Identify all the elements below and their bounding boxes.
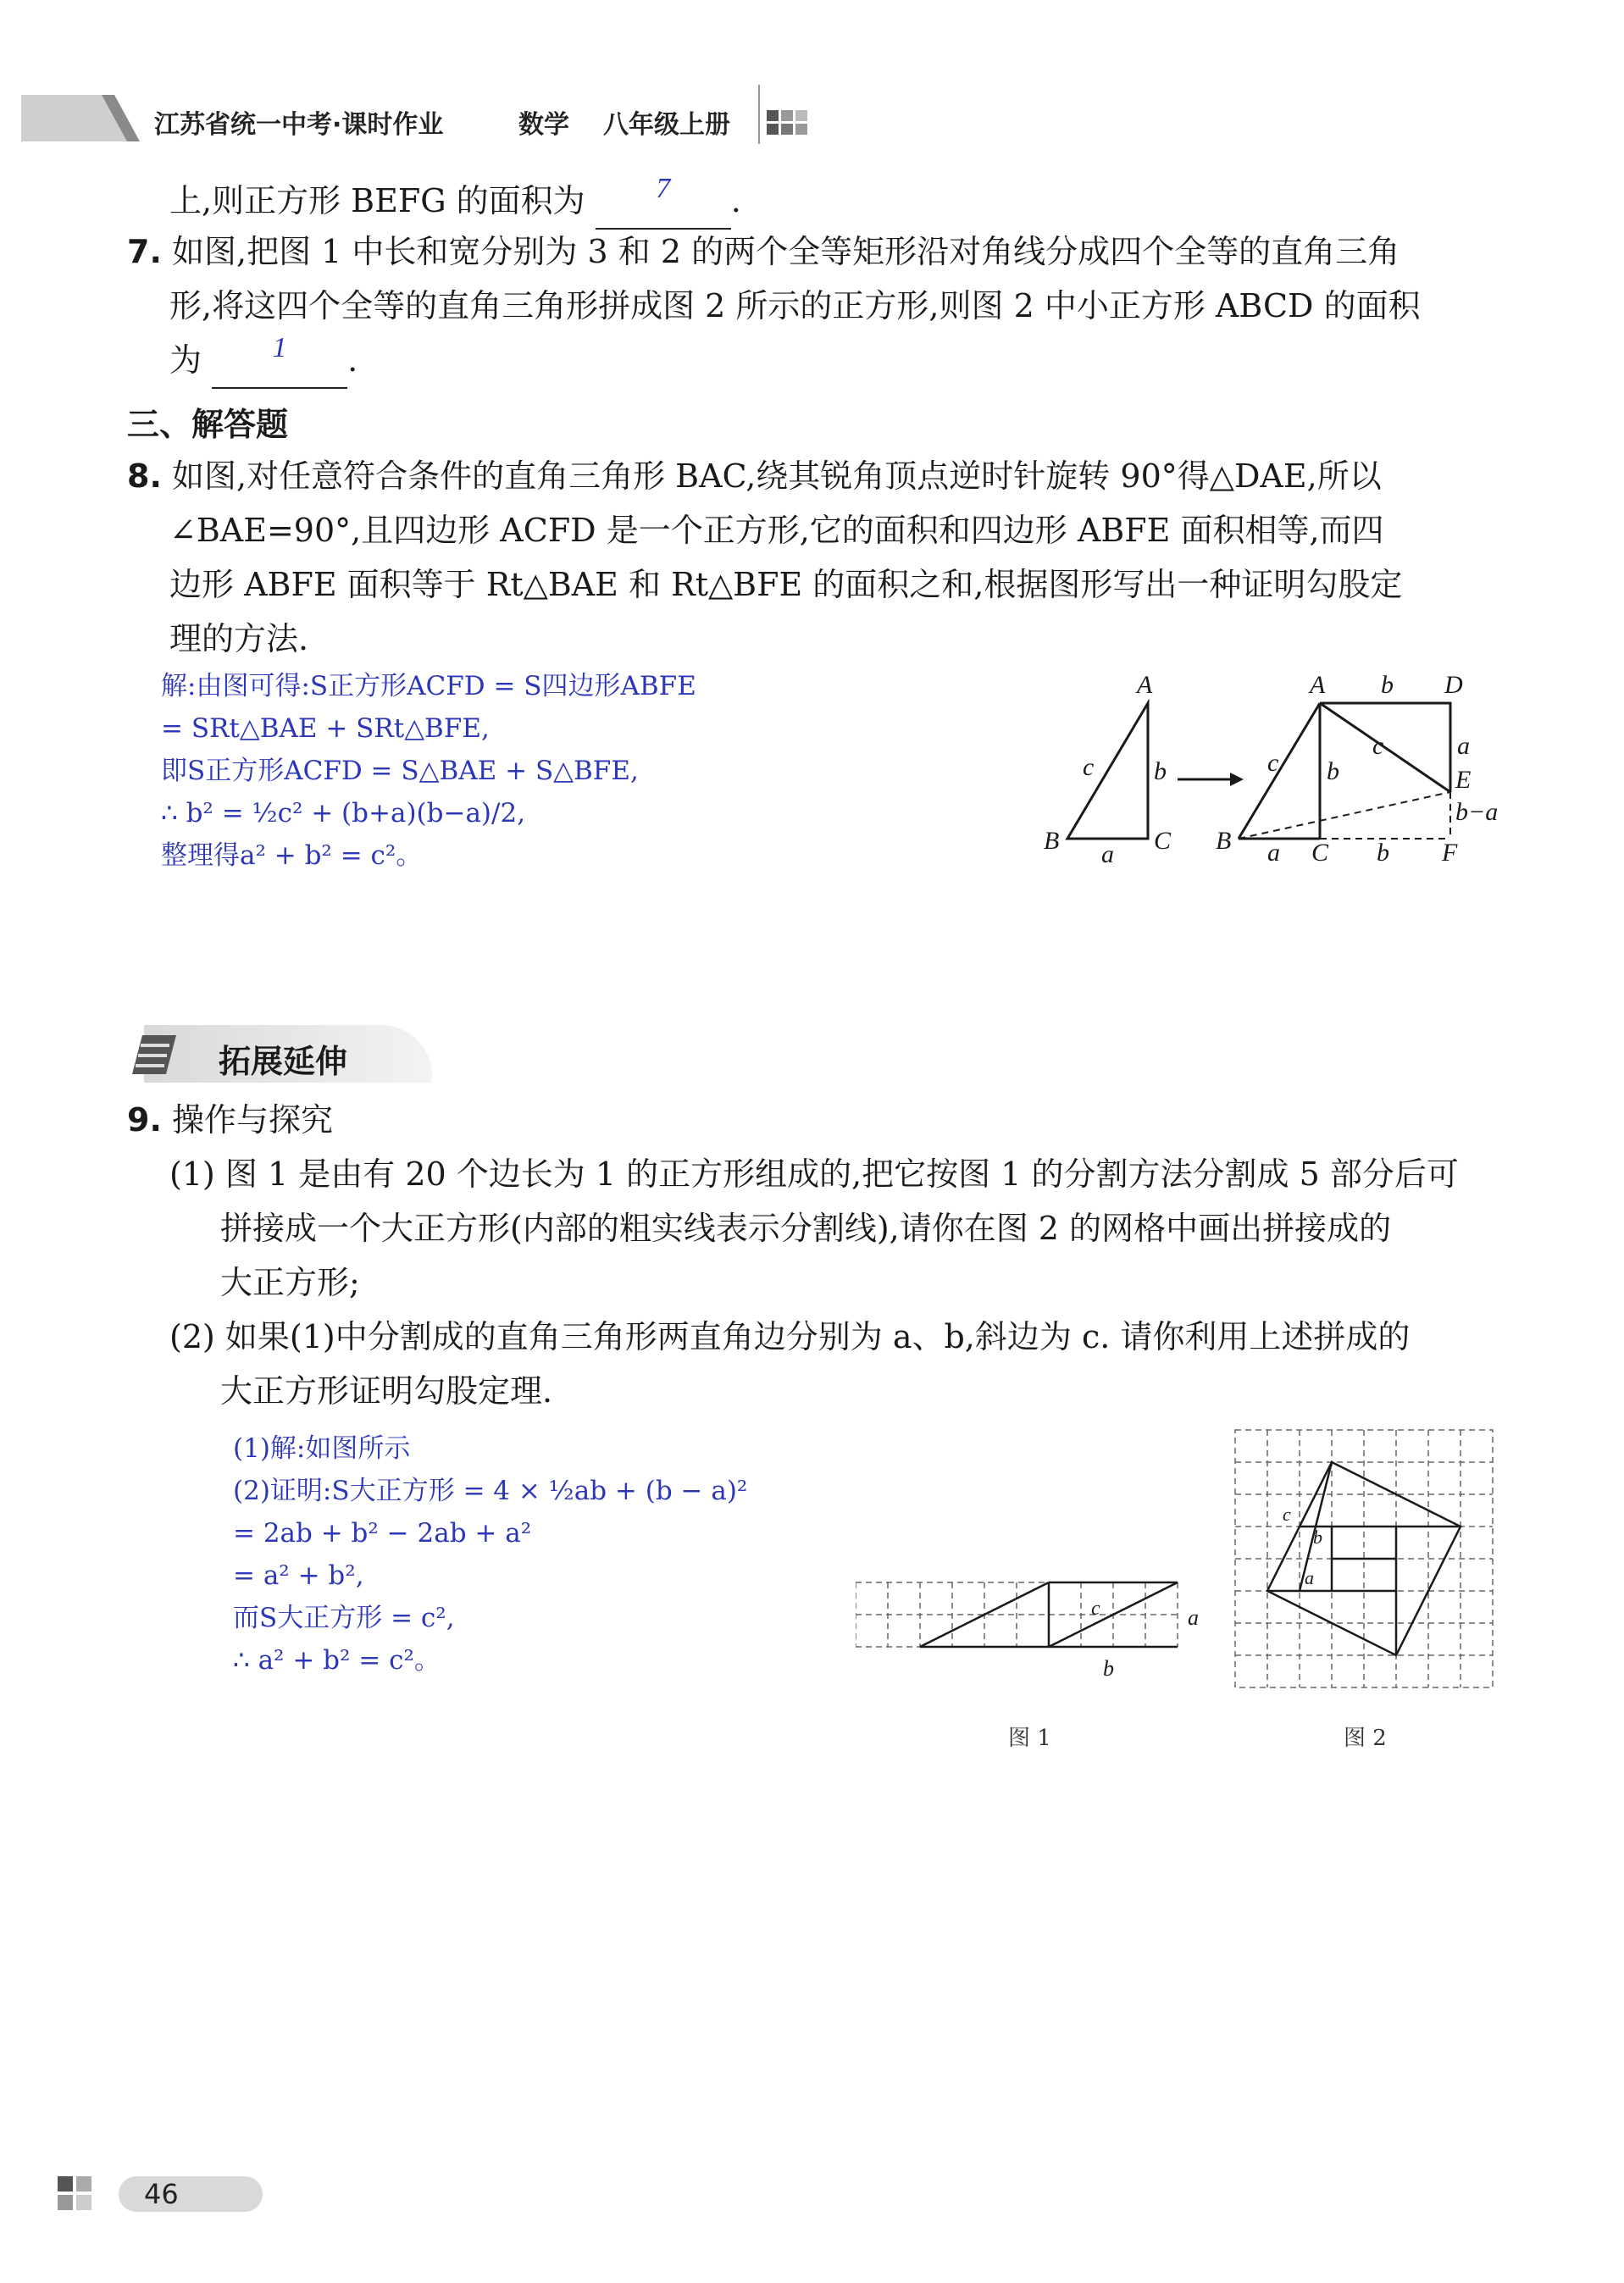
header-corner-band: [21, 95, 140, 146]
question-8: [127, 449, 1516, 666]
q8-line1: 如图,对任意符合条件的直角三角形 BAC,绕其锐角顶点逆时针旋转 90°得△DAE,所以: [171, 457, 1382, 495]
header-book-title: 江苏省统一中考·课时作业: [154, 110, 444, 140]
q9-sol-line6: ∴ a² + b² = c²。: [233, 1645, 441, 1676]
fig2-label-a: a: [1305, 1567, 1314, 1588]
q8-edge-ab: [1239, 703, 1320, 839]
q6-answer-blank: [596, 174, 731, 230]
q8-label-a1: a: [1101, 840, 1114, 868]
header-grade: 八年级上册: [603, 110, 730, 140]
header: [0, 85, 1624, 152]
header-subject: 数学: [518, 110, 569, 140]
section-3-title: 三、解答题: [127, 406, 289, 443]
q9-sol-line3: = 2ab + b² − 2ab + a²: [233, 1518, 532, 1549]
q8-label-b-bot: b: [1377, 839, 1389, 867]
q8-label-D2: D: [1444, 671, 1463, 699]
q8-sol-line4: ∴ b² = ½c² + (b+a)(b−a)/2,: [161, 798, 526, 828]
q8-label-B2: B: [1216, 827, 1232, 855]
q8-line3: 边形 ABFE 面积等于 Rt△BAE 和 Rt△BFE 的面积之和,根据图形写出一种证明勾股定: [169, 566, 1403, 603]
header-squares-icon: [767, 110, 818, 137]
q6-tail: [169, 174, 741, 230]
q8-label-A1: A: [1137, 671, 1153, 699]
footer-pill: [119, 2176, 263, 2212]
fig1-label-c: c: [1091, 1598, 1100, 1620]
q8-label-A2: A: [1310, 671, 1326, 699]
q9-figure-1: [856, 1576, 1228, 1762]
q8-line2: ∠BAE=90°,且四边形 ACFD 是一个正方形,它的面积和四边形 ABFE 面积相等,而四: [169, 512, 1384, 549]
q8-edge-be: [1239, 792, 1450, 839]
footer-squares-icon: [58, 2176, 108, 2214]
q7-line3-pre: 为: [169, 341, 202, 379]
q8-label-b-mid: b: [1327, 757, 1339, 785]
q7-line2: 形,将这四个全等的直角三角形拼成图 2 所示的正方形,则图 2 中小正方形 ABCD 的面积: [169, 287, 1421, 324]
q8-sol-line5: 整理得a² + b² = c²。: [161, 840, 423, 871]
q9-p2-line2: 大正方形证明勾股定理.: [220, 1372, 553, 1410]
q9-sol-line2: (2)证明:S大正方形 = 4 × ½ab + (b − a)²: [233, 1476, 748, 1506]
q7-answer: 1: [272, 332, 287, 363]
question-9: [127, 1093, 1516, 1418]
q9-p2-line1: (2) 如果(1)中分割成的直角三角形两直角边分别为 a、b,斜边为 c. 请你利用上述拼成的: [169, 1318, 1411, 1355]
q8-label-B1: B: [1044, 827, 1060, 855]
extension-book-icon: [127, 1028, 181, 1079]
q9-title: 操作与探究: [171, 1101, 333, 1139]
fig1-caption: 图 1: [1008, 1726, 1051, 1751]
q8-label-c1: c: [1083, 753, 1095, 781]
q8-label-F2: F: [1442, 839, 1458, 867]
q6-end: .: [730, 182, 741, 219]
q9-p1-line1: (1) 图 1 是由有 20 个边长为 1 的正方形组成的,把它按图 1 的分割方法分割成 5 部分后可: [169, 1155, 1459, 1193]
page-number: 46: [144, 2178, 179, 2210]
q8-sol-line3: 即S正方形ACFD = S△BAE + S△BFE,: [161, 756, 639, 786]
q8-label-a-bot: a: [1267, 839, 1280, 867]
q8-label-C2: C: [1311, 839, 1329, 867]
q8-label-E2: E: [1455, 766, 1472, 794]
q8-label-c2a: c: [1372, 732, 1384, 760]
q8-triangle-bac: [1067, 703, 1148, 839]
q8-line4: 理的方法.: [169, 620, 309, 657]
extension-title: 拓展延伸: [219, 1043, 348, 1080]
q8-solution: [161, 665, 696, 877]
q7-end: .: [347, 341, 358, 379]
fig2-label-c: c: [1283, 1504, 1291, 1525]
question-7: [127, 224, 1516, 389]
q6-tail-text: 上,则正方形 BEFG 的面积为: [169, 182, 585, 219]
q8-edge-ae: [1320, 703, 1450, 792]
q8-label-c2b: c: [1267, 749, 1279, 777]
fig1-label-b: b: [1103, 1656, 1114, 1681]
fig2-label-b: b: [1313, 1527, 1322, 1548]
footer: [51, 2164, 271, 2224]
q9-solution: [233, 1427, 747, 1682]
q9-sol-line5: 而S大正方形 = c²,: [233, 1603, 455, 1633]
q9-p1-line3: 大正方形;: [220, 1264, 360, 1301]
q9-figure-2: [1228, 1423, 1508, 1762]
q8-label-b-top: b: [1381, 671, 1394, 699]
fig2-caption: 图 2: [1344, 1726, 1387, 1751]
q8-label-b-minus-a: b−a: [1455, 798, 1499, 826]
q9-sol-line4: = a² + b²,: [233, 1560, 364, 1591]
q6-answer: 7: [656, 173, 671, 204]
q9-sol-line1: (1)解:如图所示: [233, 1433, 411, 1464]
header-divider: [758, 85, 760, 144]
extension-banner: [127, 1025, 449, 1083]
q8-label-C1: C: [1154, 827, 1172, 855]
q7-line1: 如图,把图 1 中长和宽分别为 3 和 2 的两个全等矩形沿对角线分成四个全等的直角三角: [171, 233, 1400, 270]
q8-sol-line2: = SRt△BAE + SRt△BFE,: [161, 713, 490, 744]
q9-number: 9.: [127, 1101, 162, 1139]
q7-number: 7.: [127, 233, 162, 270]
fig1-label-a: a: [1188, 1605, 1199, 1630]
q8-arrow-head: [1230, 773, 1244, 786]
q8-label-a-right: a: [1457, 732, 1470, 760]
q7-answer-blank: [212, 333, 347, 389]
q8-label-b1: b: [1154, 757, 1167, 785]
q9-p1-line2: 拼接成一个大正方形(内部的粗实线表示分割线),请你在图 2 的网格中画出拼接成的: [220, 1210, 1392, 1247]
q8-sol-line1: 解:由图可得:S正方形ACFD = S四边形ABFE: [161, 671, 696, 701]
fig1-grid: [856, 1582, 1178, 1647]
q8-number: 8.: [127, 457, 162, 495]
q8-figure: [1034, 669, 1508, 873]
